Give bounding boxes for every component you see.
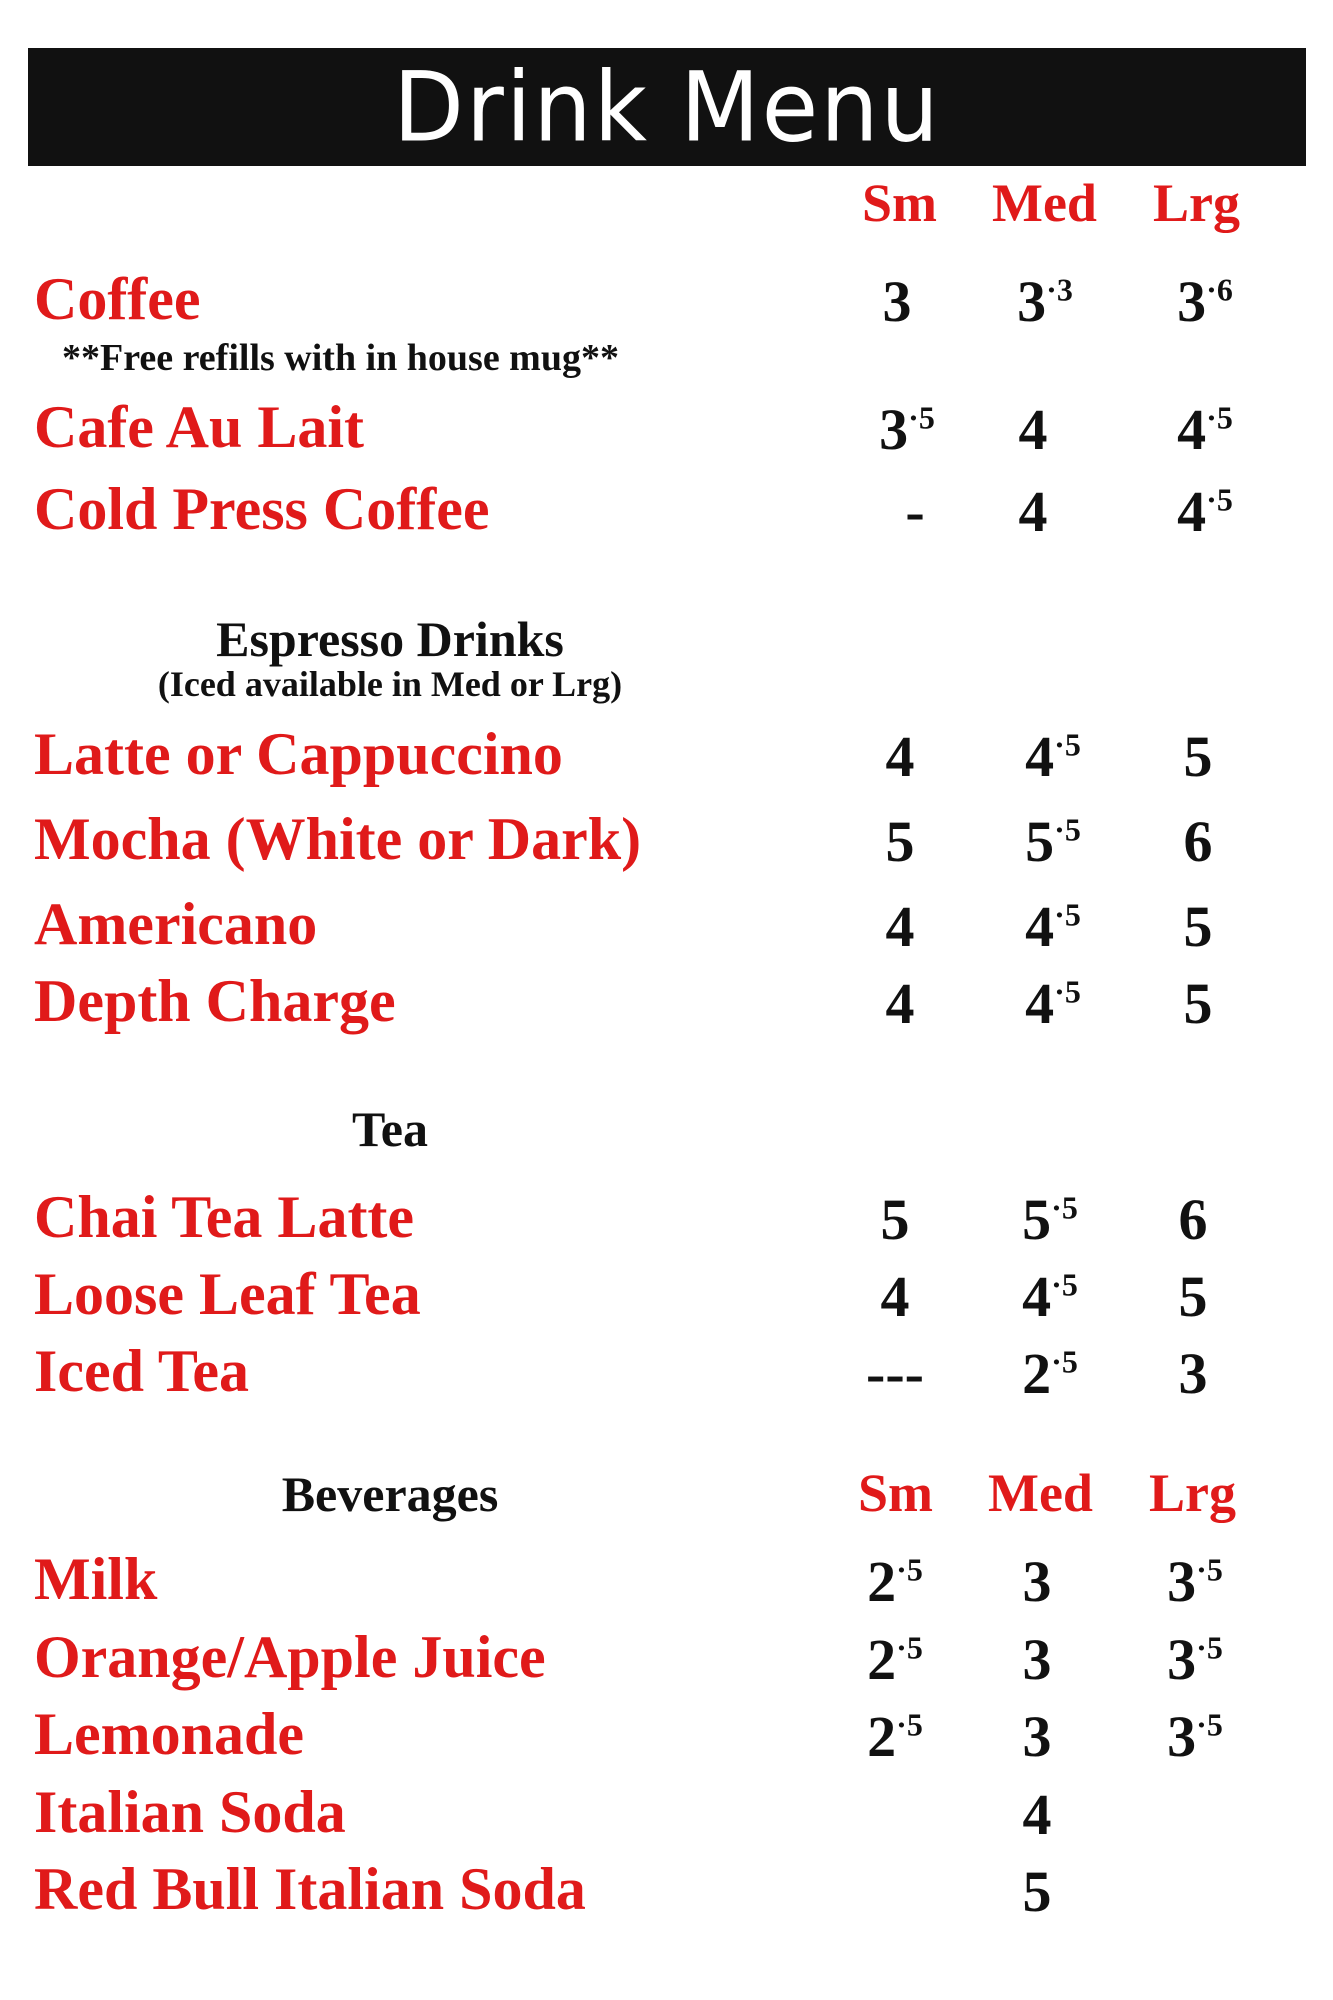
price-lrg: 5 xyxy=(1178,1264,1208,1329)
price-sm: 4 xyxy=(885,894,915,959)
price-med: 5 xyxy=(1022,1859,1052,1924)
section-heading-espresso: Espresso Drinks xyxy=(216,611,564,667)
menu-item-name: Loose Leaf Tea xyxy=(34,1261,421,1327)
price-sm: 5 xyxy=(880,1187,910,1252)
menu-item-name: Cafe Au Lait xyxy=(34,394,364,460)
price-med: 3 xyxy=(1022,1549,1052,1614)
menu-item-name: Chai Tea Latte xyxy=(34,1184,415,1250)
size-header-med: Med xyxy=(988,1463,1093,1523)
price-med: $4^{\cdot 5}$ xyxy=(1025,971,1081,1036)
size-header-lrg: Lrg xyxy=(1153,173,1240,233)
price-med: 3 xyxy=(1022,1704,1052,1769)
price-lrg: $4^{\cdot 5}$ xyxy=(1177,397,1233,462)
price-lrg: $3^{\cdot 5}$ xyxy=(1167,1704,1223,1769)
price-med: 3 xyxy=(1022,1627,1052,1692)
price-med: $4^{\cdot 5}$ xyxy=(1022,1264,1078,1329)
price-med: $3^{\cdot 3}$ xyxy=(1017,269,1073,334)
price-lrg: 5 xyxy=(1183,971,1213,1036)
price-sm: --- xyxy=(866,1341,924,1406)
price-med: $2^{\cdot 5}$ xyxy=(1022,1341,1078,1406)
price-sm: 4 xyxy=(880,1264,910,1329)
price-sm: 4 xyxy=(885,724,915,789)
menu-item-name: Red Bull Italian Soda xyxy=(34,1856,586,1922)
menu-item-name: Lemonade xyxy=(34,1701,304,1767)
price-sm: 4 xyxy=(885,971,915,1036)
price-med: 4 xyxy=(1018,479,1048,544)
menu-item-name: Milk xyxy=(34,1546,158,1612)
menu-item-name: Americano xyxy=(34,891,318,957)
price-sm: $2^{\cdot 5}$ xyxy=(867,1704,923,1769)
menu-item-name: Italian Soda xyxy=(34,1779,346,1845)
title-banner xyxy=(28,48,1306,166)
price-lrg: $4^{\cdot 5}$ xyxy=(1177,479,1233,544)
price-lrg: $3^{\cdot 5}$ xyxy=(1167,1627,1223,1692)
price-med: $5^{\cdot 5}$ xyxy=(1025,809,1081,874)
price-sm: 5 xyxy=(885,809,915,874)
menu-item-name: Latte or Cappuccino xyxy=(34,721,563,787)
price-lrg: 5 xyxy=(1183,724,1213,789)
menu-item-name: Cold Press Coffee xyxy=(34,476,490,542)
price-sm: $2^{\cdot 5}$ xyxy=(867,1549,923,1614)
price-lrg: 6 xyxy=(1178,1187,1208,1252)
menu-item-name: Mocha (White or Dark) xyxy=(34,806,642,872)
price-sm: $3^{\cdot 5}$ xyxy=(879,397,935,462)
refill-note: **Free refills with in house mug** xyxy=(62,337,619,379)
price-lrg: $3^{\cdot 5}$ xyxy=(1167,1549,1223,1614)
size-header-med: Med xyxy=(992,173,1097,233)
price-sm: $2^{\cdot 5}$ xyxy=(867,1627,923,1692)
menu-item-name: Iced Tea xyxy=(34,1338,250,1404)
menu-title: Drink Menu xyxy=(393,50,941,164)
price-sm: 3 xyxy=(882,269,912,334)
menu-item-name: Orange/Apple Juice xyxy=(34,1624,546,1690)
price-sm: - xyxy=(905,479,925,544)
price-med: $4^{\cdot 5}$ xyxy=(1025,724,1081,789)
section-heading-tea: Tea xyxy=(352,1101,428,1157)
size-header-sm: Sm xyxy=(858,1463,934,1523)
price-med: 4 xyxy=(1018,397,1048,462)
section-subheading-espresso: (Iced available in Med or Lrg) xyxy=(157,664,623,704)
menu-item-name: Coffee xyxy=(34,266,201,332)
price-med: $4^{\cdot 5}$ xyxy=(1025,894,1081,959)
size-header-lrg: Lrg xyxy=(1149,1463,1236,1523)
price-lrg: 6 xyxy=(1183,809,1213,874)
size-header-sm: Sm xyxy=(862,173,938,233)
price-lrg: 3 xyxy=(1178,1341,1208,1406)
price-lrg: 5 xyxy=(1183,894,1213,959)
price-med: 4 xyxy=(1022,1782,1052,1847)
price-lrg: $3^{\cdot 6}$ xyxy=(1177,269,1233,334)
menu-item-name: Depth Charge xyxy=(34,968,396,1034)
price-med: $5^{\cdot 5}$ xyxy=(1022,1187,1078,1252)
section-heading-beverages: Beverages xyxy=(281,1466,499,1522)
